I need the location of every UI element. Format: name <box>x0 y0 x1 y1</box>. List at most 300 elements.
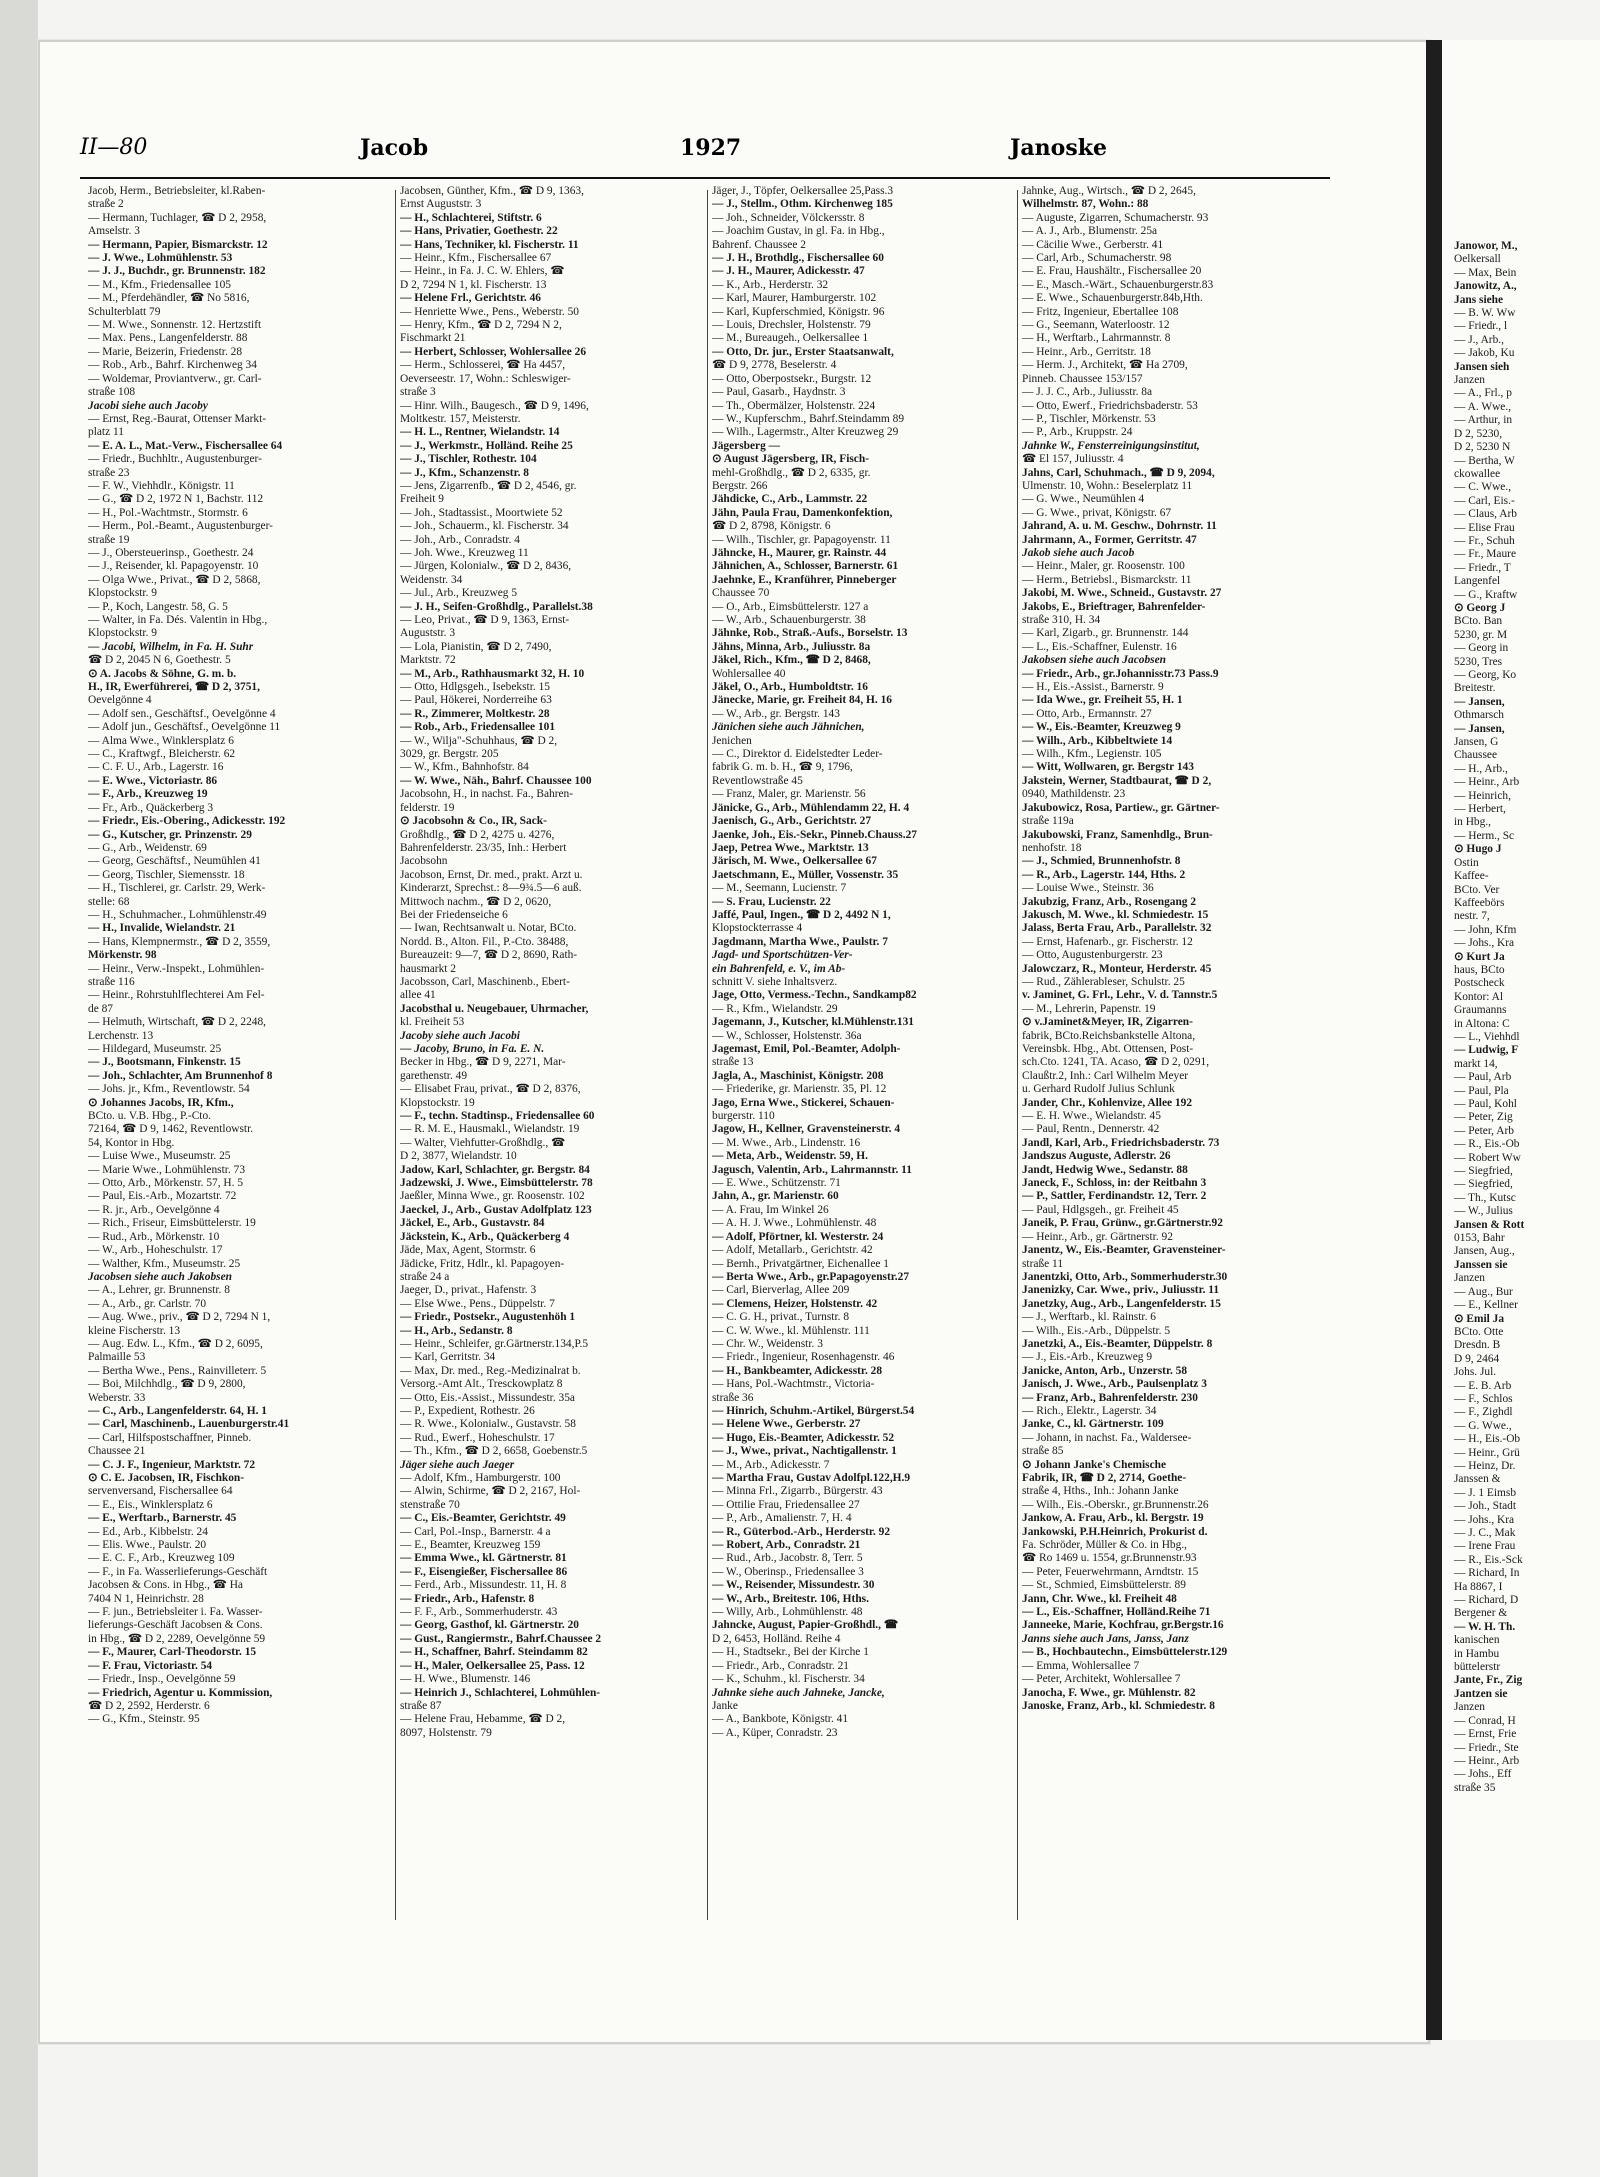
directory-entry: straße 36 <box>712 1391 754 1404</box>
directory-entry: — J., Stellm., Othm. Kirchenweg 185 <box>712 198 893 211</box>
directory-entry: — Friedr., l <box>1454 320 1508 333</box>
header-rule <box>80 177 1330 179</box>
directory-entry: — Friedrich, Agentur u. Kommission, <box>88 1686 273 1699</box>
directory-entry: Wohlersallee 40 <box>712 667 786 680</box>
directory-entry: — H., Werftarb., Lahrmannstr. 8 <box>1022 332 1171 345</box>
directory-entry: ☎ El 157, Juliusstr. 4 <box>1022 453 1124 466</box>
directory-column-3 <box>712 185 1004 1940</box>
directory-entry: — Aug. Wwe., priv., ☎ D 2, 7294 N 1, <box>88 1311 271 1324</box>
directory-entry: — W., Arb., gr. Bergstr. 143 <box>712 707 840 720</box>
directory-entry: straße 87 <box>400 1699 442 1712</box>
directory-entry: — W., Kupferschm., Bahrf.Steindamm 89 <box>712 412 905 425</box>
directory-entry: — E., Beamter, Kreuzweg 159 <box>400 1539 541 1552</box>
directory-entry: — F. F., Arb., Sommerhuderstr. 43 <box>400 1606 558 1619</box>
directory-entry: — F., Arb., Kreuzweg 19 <box>88 788 208 801</box>
directory-entry: Jenichen <box>712 734 752 747</box>
directory-entry: — Peter, Zig <box>1454 1111 1513 1124</box>
directory-entry: Postscheck <box>1454 977 1505 990</box>
directory-entry: Klopstockstr. 9 <box>88 587 157 600</box>
directory-entry: straße 85 <box>1022 1445 1064 1458</box>
directory-entry: v. Jaminet, G. Frl., Lehr., V. d. Tannstr.5 <box>1022 989 1218 1002</box>
directory-entry: straße 3 <box>400 386 436 399</box>
directory-entry: Jaetschmann, E., Müller, Vossenstr. 35 <box>712 868 899 881</box>
directory-entry: Jakobi, M. Wwe., Schneid., Gustavstr. 27 <box>1022 587 1222 600</box>
directory-entry: Othmarsch <box>1454 709 1504 722</box>
directory-entry: Jähncke, H., Maurer, gr. Rainstr. 44 <box>712 546 887 559</box>
directory-entry: Großhdlg., ☎ D 2, 4275 u. 4276, <box>400 828 555 841</box>
directory-entry: Bei der Friedenseiche 6 <box>400 908 508 921</box>
directory-entry: — E., Masch.-Wärt., Schauenburgerstr.83 <box>1022 278 1214 291</box>
directory-entry: 5230, Tres <box>1454 655 1503 668</box>
directory-entry: Jäde, Max, Agent, Stormstr. 6 <box>400 1244 536 1257</box>
directory-entry: Fabrik, IR, ☎ D 2, 2714, Goethe- <box>1022 1472 1187 1484</box>
directory-entry: Janentzki, Otto, Arb., Sommerhuderstr.30 <box>1022 1270 1228 1283</box>
directory-entry: — Alwin, Schirme, ☎ D 2, 2167, Hol- <box>400 1485 581 1498</box>
directory-entry: — J., Wwe., privat., Nachtigallenstr. 1 <box>712 1445 897 1458</box>
directory-entry: Jakobs, E., Brieftrager, Bahrenfelder- <box>1022 600 1206 613</box>
directory-entry: Jahnke, Aug., Wirtsch., ☎ D 2, 2645, <box>1022 185 1196 197</box>
directory-entry: — Heinz, Dr. <box>1454 1459 1516 1472</box>
directory-entry: — Otto, Dr. jur., Erster Staatsanwalt, <box>712 345 894 358</box>
directory-entry: Chaussee <box>1454 749 1498 762</box>
directory-entry: Jakubowicz, Rosa, Partiew., gr. Gärtner- <box>1022 801 1220 814</box>
directory-entry: Bergener & <box>1454 1607 1508 1620</box>
directory-entry: — Max, Dr. med., Reg.-Medizinalrat b. <box>400 1364 581 1377</box>
directory-entry: — Minna Frl., Zigarrb., Bürgerstr. 43 <box>712 1485 883 1498</box>
directory-entry: — John, Kfm <box>1454 923 1517 936</box>
directory-entry: — G., Kfm., Steinstr. 95 <box>88 1713 200 1726</box>
directory-entry: ⊙ Emil Ja <box>1454 1312 1505 1325</box>
directory-entry: Jacobsohn, H., in nachst. Fa., Bahren- <box>400 788 574 801</box>
directory-entry: — Hans, Klempnermstr., ☎ D 2, 3559, <box>88 935 271 948</box>
directory-entry: straße 108 <box>88 386 136 399</box>
directory-entry: — Clemens, Heizer, Holstenstr. 42 <box>712 1297 878 1310</box>
directory-entry: ☎ D 2, 8798, Königstr. 6 <box>712 520 831 533</box>
directory-entry: — R., Kfm., Wielandstr. 29 <box>712 1002 838 1015</box>
directory-entry: — H., Pol.-Wachtmstr., Stormstr. 6 <box>88 506 248 519</box>
directory-entry: — J., Reisender, kl. Papagoyenstr. 10 <box>88 560 259 573</box>
directory-entry: — Hermann, Papier, Bismarckstr. 12 <box>88 238 268 251</box>
directory-entry: — Arthur, in <box>1454 414 1513 427</box>
directory-entry: Jacobson, Ernst, Dr. med., prakt. Arzt u. <box>400 868 583 881</box>
directory-entry: — Herm., Betriebsl., Bismarckstr. 11 <box>1022 573 1192 586</box>
directory-entry: ⊙ Johann Janke's Chemische <box>1022 1458 1167 1471</box>
directory-entry: — Walther, Kfm., Museumstr. 25 <box>88 1257 241 1270</box>
directory-entry: Janke, C., kl. Gärtnerstr. 109 <box>1022 1418 1164 1431</box>
directory-entry: ⊙ Jacobsohn & Co., IR, Sack- <box>400 815 547 828</box>
directory-entry: — Friedr., T <box>1454 561 1511 574</box>
directory-entry: Jansen sieh <box>1454 360 1510 373</box>
directory-entry: — Georg, Gasthof, kl. Gärtnerstr. 20 <box>400 1619 579 1632</box>
directory-entry: — Meta, Arb., Weidenstr. 59, H. <box>712 1150 868 1163</box>
directory-entry: Jacobsson, Carl, Maschinenb., Ebert- <box>400 975 570 988</box>
directory-entry: Janowor, M., <box>1454 240 1518 252</box>
directory-entry: Freiheit 9 <box>400 493 444 506</box>
directory-entry: — J., Bootsmann, Finkenstr. 15 <box>88 1056 241 1069</box>
directory-entry: — M., Arb., Rathhausmarkt 32, H. 10 <box>400 667 585 680</box>
directory-entry: schnitt V. siehe Inhaltsverz. <box>712 975 838 988</box>
directory-entry: — Heinr., Kfm., Fischersallee 67 <box>400 252 552 265</box>
directory-entry: Jagdmann, Martha Wwe., Paulstr. 7 <box>712 935 888 948</box>
directory-entry: ⊙ C. E. Jacobsen, IR, Fischkon- <box>88 1472 245 1484</box>
directory-entry: — J. Wwe., Lohmühlenstr. 53 <box>88 252 233 265</box>
directory-entry: — H., Schaffner, Bahrf. Steindamm 82 <box>400 1646 588 1659</box>
directory-entry: — Conrad, H <box>1454 1714 1516 1727</box>
directory-entry: Jäkel, O., Arb., Humboldtstr. 16 <box>712 681 868 694</box>
directory-entry: — Ferd., Arb., Missundestr. 11, H. 8 <box>400 1579 567 1592</box>
directory-entry: — Berta Wwe., Arb., gr.Papagoyenstr.27 <box>712 1270 910 1283</box>
directory-entry: Janentz, W., Eis.-Beamter, Gravensteiner- <box>1022 1244 1226 1257</box>
directory-entry: — Johs., Kra <box>1454 937 1515 950</box>
directory-entry: Becker in Hbg., ☎ D 9, 2271, Mar- <box>400 1056 566 1069</box>
directory-entry: straße 23 <box>88 466 130 479</box>
directory-entry: Jadzewski, J. Wwe., Eimsbüttelerstr. 78 <box>400 1177 593 1190</box>
directory-entry: — Franz, Arb., Bahrenfelderstr. 230 <box>1022 1391 1198 1404</box>
directory-entry: — Fr., Schuh <box>1454 534 1515 547</box>
directory-entry: Jacobsen & Cons. in Hbg., ☎ Ha <box>88 1579 243 1592</box>
directory-entry: 54, Kontor in Hbg. <box>88 1136 175 1149</box>
directory-entry: Janzen <box>1454 1701 1485 1714</box>
directory-entry: Jakobsen siehe auch Jacobsen <box>1022 654 1166 667</box>
directory-entry: — Cäcilie Wwe., Gerberstr. 41 <box>1022 238 1164 251</box>
directory-entry: — Jacoby, Bruno, in Fa. E. N. <box>400 1043 545 1055</box>
directory-entry: Versorg.-Amt Alt., Tresckowplatz 8 <box>400 1378 563 1391</box>
directory-entry: — Peter, Architekt, Wohlersallee 7 <box>1022 1673 1181 1686</box>
page-gutter <box>1426 40 1442 2040</box>
directory-entry: — F. jun., Betriebsleiter i. Fa. Wasser- <box>88 1606 263 1619</box>
directory-entry: — Siegfried, <box>1454 1178 1513 1191</box>
directory-entry: — Friedr., Insp., Oevelgönne 59 <box>88 1673 236 1686</box>
directory-entry: Jacobsohn <box>400 855 448 868</box>
directory-entry: — Peter, Feuerwehrmann, Arndtstr. 15 <box>1022 1565 1199 1578</box>
directory-entry: stelle: 68 <box>88 895 130 908</box>
directory-entry: Janetzky, Aug., Arb., Langenfelderstr. 15 <box>1022 1297 1221 1310</box>
directory-entry: Jander, Chr., Kohlenvize, Allee 192 <box>1022 1096 1193 1109</box>
directory-entry: D 2, 6453, Holländ. Reihe 4 <box>712 1632 841 1645</box>
directory-entry: — Karl, Gerritstr. 34 <box>400 1351 496 1364</box>
directory-entry: ☎ D 9, 2778, Beselerstr. 4 <box>712 359 837 372</box>
directory-entry: Jagow, H., Kellner, Gravensteinerstr. 4 <box>712 1123 901 1136</box>
directory-entry: Jaeger, D., privat., Hafenstr. 3 <box>400 1284 537 1297</box>
directory-entry: BCto. Otte <box>1454 1325 1504 1338</box>
directory-entry: BCto. u. V.B. Hbg., P.-Cto. <box>88 1110 212 1123</box>
directory-entry: Janowitz, A., <box>1454 280 1517 293</box>
directory-entry: Chaussee 21 <box>88 1445 146 1458</box>
directory-entry: kl. Freiheit 53 <box>400 1016 465 1029</box>
directory-entry: Claußtr.2, Inh.: Carl Wilhelm Meyer <box>1022 1069 1189 1082</box>
directory-entry: — O., Arb., Eimsbüttelerstr. 127 a <box>712 600 869 613</box>
directory-entry: — J., Schmied, Brunnenhofstr. 8 <box>1022 855 1181 868</box>
directory-entry: — Georg, Geschäftsf., Neumühlen 41 <box>88 855 261 868</box>
directory-entry: — R., Zimmerer, Moltkestr. 28 <box>400 707 550 720</box>
directory-entry: — Ida Wwe., gr. Freiheit 55, H. 1 <box>1022 694 1183 707</box>
directory-entry: — Jens, Zigarrenfb., ☎ D 2, 4546, gr. <box>400 479 577 492</box>
directory-entry: Jalass, Berta Frau, Arb., Parallelstr. 32 <box>1022 922 1212 935</box>
directory-entry: — Herbert, <box>1454 803 1506 816</box>
directory-entry: — Carl, Arb., Schumacherstr. 98 <box>1022 252 1172 265</box>
directory-entry: Klopstockstr. 9 <box>88 627 157 640</box>
directory-entry: — F., techn. Stadtinsp., Friedensallee 60 <box>400 1110 595 1123</box>
directory-entry: — Heinr., Schleifer, gr.Gärtnerstr.134,P.5 <box>400 1337 589 1350</box>
scan-margin <box>0 0 38 2177</box>
directory-entry: allee 41 <box>400 989 436 1002</box>
directory-entry: — Georg in <box>1454 642 1509 655</box>
directory-column-1 <box>88 185 380 1940</box>
directory-entry: Vereinsbk. Hbg., Abt. Ottensen, Post- <box>1022 1043 1194 1055</box>
directory-entry: — E., Werftarb., Barnerstr. 45 <box>88 1512 237 1525</box>
directory-entry: — H., Eis.-Ob <box>1454 1433 1521 1446</box>
directory-entry: Ostin <box>1454 856 1479 869</box>
directory-entry: garethenstr. 49 <box>400 1069 468 1082</box>
directory-entry: Reventlowstraße 45 <box>712 774 803 787</box>
directory-entry: — G., Kutscher, gr. Prinzenstr. 29 <box>88 828 252 841</box>
directory-entry: — Wilh., Kfm., Legienstr. 105 <box>1022 748 1162 761</box>
directory-entry: Jann, Chr. Wwe., kl. Freiheit 48 <box>1022 1592 1177 1605</box>
directory-entry: Jahns, Carl, Schuhmach., ☎ D 9, 2094, <box>1022 466 1215 479</box>
directory-entry: — Jansen, <box>1454 695 1505 708</box>
directory-entry: — M., Bureaugeh., Oelkersallee 1 <box>712 332 869 345</box>
directory-entry: — Joh., Stadt <box>1454 1500 1517 1513</box>
directory-entry: — G., ☎ D 2, 1972 N 1, Bachstr. 112 <box>88 493 264 506</box>
directory-entry: Jagemann, J., Kutscher, kl.Mühlenstr.131 <box>712 1016 914 1029</box>
directory-entry: — Max. Pens., Langenfelderstr. 88 <box>88 332 248 345</box>
directory-entry: — Paul, Gasarb., Haydnstr. 3 <box>712 386 846 399</box>
directory-entry: — Friedr., Ste <box>1454 1741 1519 1754</box>
directory-entry: — H., Schuhmacher., Lohmühlenstr.49 <box>88 908 267 921</box>
column-divider <box>707 190 708 1920</box>
directory-entry: — Ed., Arb., Kibbelstr. 24 <box>88 1525 208 1538</box>
directory-entry: servenversand, Fischersallee 64 <box>88 1485 233 1498</box>
directory-entry: — Walter, in Fa. Dés. Valentin in Hbg., <box>88 614 268 626</box>
directory-entry: Kinderarzt, Sprechst.: 8—9¾.5—6 auß. <box>400 882 582 895</box>
directory-entry: — Joh., Schneider, Völckersstr. 8 <box>712 211 865 224</box>
directory-entry: — Rich., Elektr., Lagerstr. 34 <box>1022 1404 1157 1417</box>
directory-entry: Ernst Auguststr. 3 <box>400 198 482 211</box>
directory-entry: — Carl, Eis.- <box>1454 494 1515 507</box>
directory-entry: Jagd- und Sportschützen-Ver- <box>712 949 853 962</box>
directory-entry: — C., Direktor d. Eidelstedter Leder- <box>712 748 883 761</box>
directory-entry: 72164, ☎ D 9, 1462, Reventlowstr. <box>88 1123 254 1136</box>
directory-entry: — Friedr., Ingenieur, Rosenhagenstr. 46 <box>712 1351 895 1364</box>
directory-entry: — Johann, in nachst. Fa., Waldersee- <box>1022 1431 1192 1444</box>
directory-entry: — W., Arb., Hoheschulstr. 17 <box>88 1244 223 1257</box>
directory-entry: ⊙ August Jägersberg, IR, Fisch- <box>712 453 869 466</box>
directory-entry: Jahrmann, A., Former, Gerritstr. 47 <box>1022 533 1197 546</box>
directory-entry: — Paul, Eis.-Arb., Mozartstr. 72 <box>88 1190 237 1203</box>
directory-entry: Jahnke W., Fensterreinigungsinstitut, <box>1022 439 1200 452</box>
directory-column-2 <box>400 185 692 1940</box>
directory-entry: — Ernst, Hafenarb., gr. Fischerstr. 12 <box>1022 935 1193 948</box>
directory-entry: — F., in Fa. Wasserlieferungs-Geschäft <box>88 1565 268 1578</box>
directory-entry: — Hinrich, Schuhm.-Artikel, Bürgerst.54 <box>712 1404 915 1417</box>
directory-entry: — Ludwig, F <box>1454 1044 1519 1057</box>
directory-entry: straße 35 <box>1454 1781 1496 1794</box>
directory-entry: — F., Eisengießer, Fischersallee 86 <box>400 1565 568 1578</box>
directory-entry: 8097, Holstenstr. 79 <box>400 1726 492 1739</box>
directory-entry: straße 11 <box>1022 1257 1064 1270</box>
directory-entry: Jägersberg — <box>712 439 781 452</box>
directory-entry: — M., Arb., Adickesstr. 7 <box>712 1458 830 1471</box>
directory-entry: — H., Eis.-Assist., Barnerstr. 9 <box>1022 681 1164 694</box>
directory-entry: — C. Wwe., <box>1454 481 1512 494</box>
directory-entry: Janns siehe auch Jans, Janss, Janz <box>1022 1632 1189 1645</box>
directory-entry: Breitestr. <box>1454 682 1496 695</box>
directory-entry: — Otto, Augustenburgerstr. 23 <box>1022 949 1163 962</box>
directory-entry: — E. B. Arb <box>1454 1379 1512 1392</box>
directory-entry: Jandszus Auguste, Adlerstr. 26 <box>1022 1150 1171 1163</box>
directory-entry: — J., Eis.-Arb., Kreuzweg 9 <box>1022 1351 1153 1364</box>
directory-entry: — A. J., Arb., Blumenstr. 25a <box>1022 225 1158 238</box>
directory-entry: — G. Wwe., privat, Königstr. 67 <box>1022 506 1172 519</box>
directory-entry: Ha 8867, I <box>1454 1580 1503 1593</box>
directory-entry: — P., Arb., Amalienstr. 7, H. 4 <box>712 1512 852 1525</box>
directory-entry: Jädicke, Fritz, Hdlr., kl. Papagoyen- <box>400 1257 565 1270</box>
directory-entry: — J., Obersteuerinsp., Goethestr. 24 <box>88 546 254 559</box>
directory-entry: Jacob, Herm., Betriebsleiter, kl.Raben- <box>88 185 266 197</box>
directory-entry: — A., Lehrer, gr. Brunnenstr. 8 <box>88 1284 230 1297</box>
directory-entry: Auguststr. 3 <box>400 627 456 640</box>
directory-entry: straße 119a <box>1022 815 1074 828</box>
directory-entry: Ulmenstr. 10, Wohn.: Beselerplatz 11 <box>1022 479 1193 492</box>
directory-entry: D 2, 7294 N 1, kl. Fischerstr. 13 <box>400 278 547 291</box>
directory-entry: — Friedr., Arb., gr.Johannisstr.73 Pass.9 <box>1022 667 1219 680</box>
directory-entry: — Jakob, Ku <box>1454 347 1515 360</box>
directory-entry: — E. Wwe., Victoriastr. 86 <box>88 774 218 787</box>
directory-entry: Jänichen siehe auch Jähnichen, <box>712 721 865 734</box>
directory-entry: H., IR, Ewerführerei, ☎ D 2, 3751, <box>88 681 260 694</box>
directory-entry: — H., Arb., <box>1454 762 1508 775</box>
directory-entry: Amselstr. 3 <box>88 225 140 238</box>
directory-entry: Jaeßler, Minna Wwe., gr. Roosenstr. 102 <box>400 1190 585 1203</box>
directory-entry: Fischmarkt 21 <box>400 332 466 345</box>
directory-entry: ☎ D 2, 2045 N 6, Goethestr. 5 <box>88 654 231 667</box>
directory-entry: BCto. Ver <box>1454 883 1500 896</box>
directory-entry: ein Bahrenfeld, e. V., im Ab- <box>712 962 846 975</box>
directory-entry: u. Gerhard Rudolf Julius Schlunk <box>1022 1083 1175 1096</box>
directory-entry: — Carl, Bierverlag, Allee 209 <box>712 1284 850 1297</box>
page-header <box>80 135 1330 175</box>
directory-entry: in Hbg., <box>1454 816 1492 829</box>
directory-entry: nestr. 7, <box>1454 910 1490 923</box>
directory-entry: sch.Cto. 1241, TA. Acaso, ☎ D 2, 0291, <box>1022 1056 1210 1069</box>
directory-entry: Jähnke, Rob., Straß.-Aufs., Borselstr. 13 <box>712 627 908 640</box>
directory-entry: — E., Eis., Winklersplatz 6 <box>88 1498 213 1511</box>
directory-entry: — R., Arb., Lagerstr. 144, Hths. 2 <box>1022 868 1186 881</box>
directory-entry: ⊙ Hugo J <box>1454 843 1502 856</box>
directory-entry: — Otto, Arb., Mörkenstr. 57, H. 5 <box>88 1177 244 1190</box>
directory-entry: Janke <box>712 1699 738 1712</box>
directory-entry: — E. Frau, Haushältr., Fischersallee 20 <box>1022 265 1202 278</box>
directory-entry: — Ernst, Reg.-Baurat, Ottenser Markt- <box>88 412 267 425</box>
directory-entry: Jacoby siehe auch Jacobi <box>400 1029 520 1042</box>
directory-entry: Mörkenstr. 98 <box>88 949 157 962</box>
directory-entry: 5230, gr. M <box>1454 628 1508 641</box>
directory-entry: Jahnke siehe auch Jahneke, Jancke, <box>712 1686 885 1699</box>
directory-entry: — M., Seemann, Lucienstr. 7 <box>712 882 847 895</box>
directory-entry: — Fritz, Ingenieur, Ebertallee 108 <box>1022 305 1179 318</box>
directory-entry: — Gust., Rangiermstr., Bahrf.Chaussee 2 <box>400 1632 602 1645</box>
directory-entry: — G., Arb., Weidenstr. 69 <box>88 841 207 854</box>
directory-entry: Jans siehe <box>1454 293 1504 306</box>
directory-entry: straße 2 <box>88 198 124 211</box>
directory-entry: BCto. Ban <box>1454 615 1503 628</box>
header-last-entry: Janoske <box>1010 135 1107 161</box>
directory-entry: — Friederike, gr. Marienstr. 35, Pl. 12 <box>712 1083 887 1096</box>
directory-entry: — Helmuth, Wirtschaft, ☎ D 2, 2248, <box>88 1016 267 1029</box>
directory-entry: — C. J. F., Ingenieur, Marktstr. 72 <box>88 1458 256 1471</box>
directory-entry: Jahrand, A. u. M. Geschw., Dohrnstr. 11 <box>1022 520 1217 533</box>
directory-entry: Johs. Jul. <box>1454 1366 1497 1379</box>
directory-entry: — Wilh., Eis.-Oberskr., gr.Brunnenstr.26 <box>1022 1498 1209 1511</box>
directory-entry: — Herm. J., Architekt, ☎ Ha 2709, <box>1022 359 1188 372</box>
directory-entry: — J. H., Maurer, Adickesstr. 47 <box>712 265 865 278</box>
directory-entry: — P., Tischler, Mörkenstr. 53 <box>1022 412 1156 425</box>
directory-entry: — G. Wwe., <box>1454 1419 1512 1432</box>
directory-entry: — Joh., Schauerm., kl. Fischerstr. 34 <box>400 520 569 533</box>
directory-entry: — A., Küper, Conradstr. 23 <box>712 1726 838 1739</box>
directory-entry: Jantzen sie <box>1454 1687 1508 1700</box>
directory-entry: platz 11 <box>88 426 124 439</box>
directory-entry: Jaenke, Joh., Eis.-Sekr., Pinneb.Chauss.27 <box>712 828 917 841</box>
directory-entry: — Karl, Kupferschmied, Königstr. 96 <box>712 305 885 318</box>
directory-entry: — Paul, Kohl <box>1454 1098 1517 1110</box>
directory-entry: — M., Lehrerin, Papenstr. 19 <box>1022 1002 1156 1015</box>
directory-entry: — G., Kraftw <box>1454 588 1518 601</box>
directory-entry: Janzen <box>1454 1272 1485 1285</box>
directory-entry: nenhofstr. 18 <box>1022 841 1082 854</box>
directory-entry: — Helene Frl., Gerichtstr. 46 <box>400 292 541 305</box>
directory-entry: — F., Schlos <box>1454 1392 1513 1405</box>
directory-entry: — Rud., Ewerf., Hoheschulstr. 17 <box>400 1431 555 1444</box>
directory-entry: — Walter, Viehfutter-Großhdlg., ☎ <box>400 1136 566 1149</box>
directory-entry: — R. jr., Arb., Oevelgönne 4 <box>88 1203 220 1216</box>
directory-entry: — Hans, Privatier, Goethestr. 22 <box>400 225 558 238</box>
directory-entry: — Alma Wwe., Winklersplatz 6 <box>88 734 234 747</box>
directory-entry: Bergstr. 266 <box>712 479 768 492</box>
directory-entry: — Paul, Rentn., Dennerstr. 42 <box>1022 1123 1160 1136</box>
directory-entry: — W. H. Th. <box>1454 1620 1516 1633</box>
directory-entry: Jänicke, G., Arb., Mühlendamm 22, H. 4 <box>712 801 910 814</box>
directory-entry: Jäkel, Rich., Kfm., ☎ D 2, 8468, <box>712 654 871 667</box>
directory-entry: — W. Wwe., Näh., Bahrf. Chaussee 100 <box>400 774 592 787</box>
directory-entry: — Heinrich, <box>1454 789 1511 802</box>
directory-entry: — W., Wilja"-Schuhhaus, ☎ D 2, <box>400 734 558 747</box>
directory-entry: — M. Wwe., Arb., Lindenstr. 16 <box>712 1136 861 1149</box>
directory-entry: — Heinrich J., Schlachterei, Lohmühlen- <box>400 1686 601 1699</box>
directory-entry: ☎ Ro 1469 u. 1554, gr.Brunnenstr.93 <box>1022 1552 1197 1565</box>
directory-entry: Palmaille 53 <box>88 1351 146 1364</box>
directory-entry: — Otto, Eis.-Assist., Missundestr. 35a <box>400 1391 575 1404</box>
directory-entry: — H., Schlachterei, Stiftstr. 6 <box>400 211 542 224</box>
directory-entry: — Friedr., Arb., Conradstr. 21 <box>712 1659 849 1672</box>
directory-entry: — Elise Frau <box>1454 521 1515 534</box>
directory-entry: Jäger, J., Töpfer, Oelkersallee 25,Pass.3 <box>712 185 894 197</box>
directory-entry: — J. H., Brothdlg., Fischersallee 60 <box>712 252 884 265</box>
directory-entry: — K., Arb., Herderstr. 32 <box>712 278 829 291</box>
directory-entry: — P., Koch, Langestr. 58, G. 5 <box>88 600 228 613</box>
directory-entry: Fa. Schröder, Müller & Co. in Hbg., <box>1022 1539 1188 1552</box>
directory-entry: — Wilh., Arb., Kibbeltwiete 14 <box>1022 734 1173 747</box>
directory-entry: — Paul, Pla <box>1454 1084 1509 1097</box>
directory-entry: Jankowski, P.H.Heinrich, Prokurist d. <box>1022 1525 1208 1538</box>
directory-entry: Janetzki, A., Eis.-Beamter, Düppelstr. 8 <box>1022 1337 1213 1350</box>
directory-entry: ⊙ Georg J <box>1454 601 1506 614</box>
directory-entry: Jakubzig, Franz, Arb., Rosengang 2 <box>1022 895 1197 908</box>
directory-entry: — J. 1 Eimsb <box>1454 1486 1517 1499</box>
directory-entry: — C., Arb., Langenfelderstr. 64, H. 1 <box>88 1404 267 1417</box>
directory-entry: felderstr. 19 <box>400 801 455 814</box>
directory-entry: — Marie Wwe., Lohmühlenstr. 73 <box>88 1163 246 1176</box>
